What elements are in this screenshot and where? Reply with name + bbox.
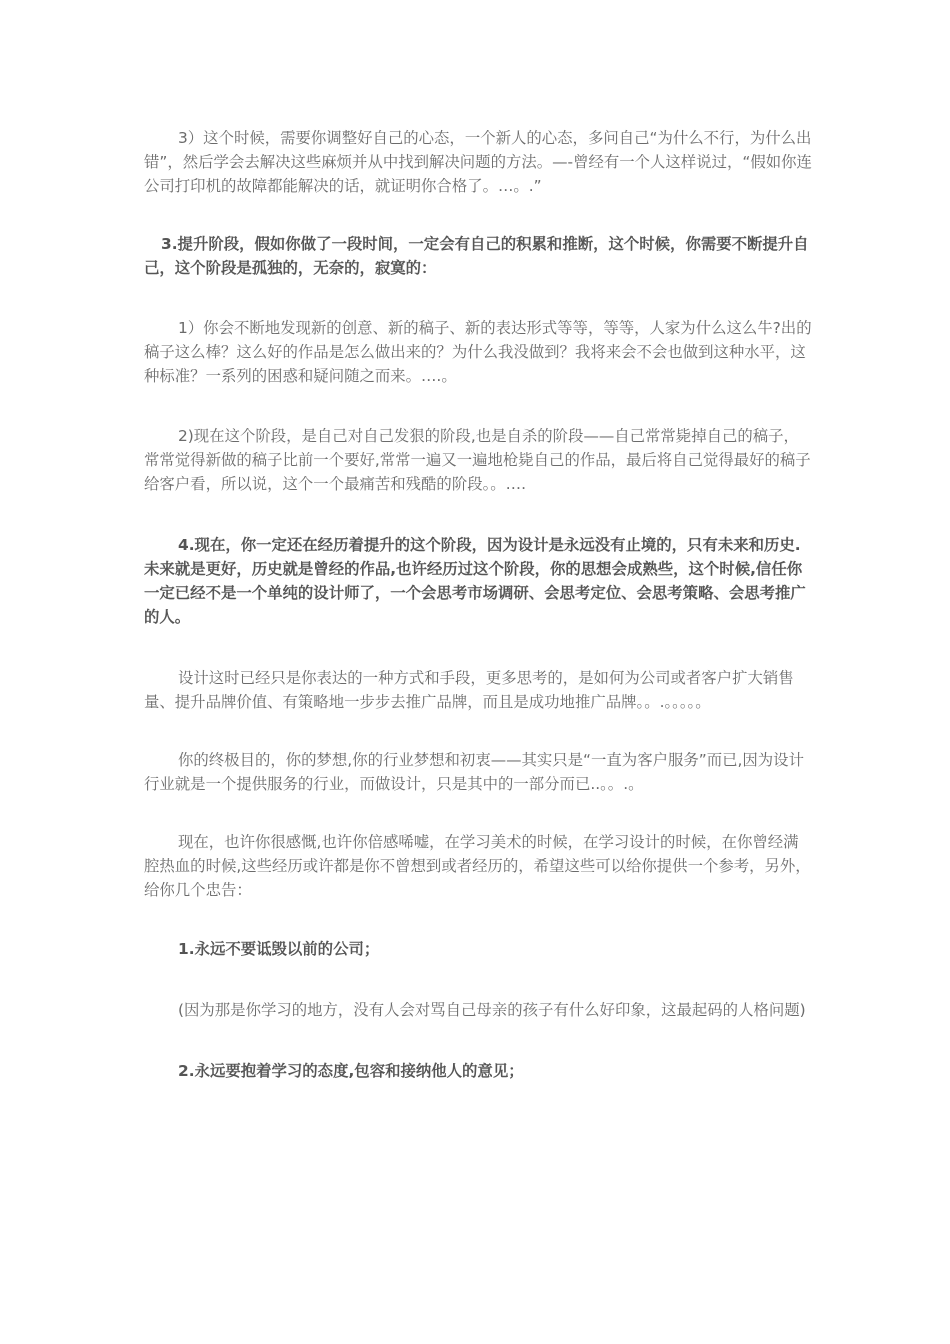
paragraph-stage3-point-1: 1）你会不断地发现新的创意、新的稿子、新的表达形式等等，等等，人家为什么这么牛?出的稿子这么棒？这么好的作品是怎么做出来的？为什么我没做到？我将来会不会也做到这种水平，这种标准？一系列的困惑和疑问随之而来。….。 xyxy=(144,319,812,385)
advice-2-heading: 2.永远要抱着学习的态度,包容和接纳他人的意见； xyxy=(178,1062,524,1080)
paragraph-stage3-point-2: 2)现在这个阶段，是自己对自己发狠的阶段,也是自杀的阶段——自己常常毙掉自己的稿子，常常觉得新做的稿子比前一个要好,常常一遍又一遍地枪毙自己的作品，最后将自己觉得最好的稿子给客户看，所以说，这个一个最痛苦和残酷的阶段。。…. xyxy=(144,427,811,493)
advice-1-heading: 1.永远不要诋毁以前的公司； xyxy=(178,940,380,958)
paragraph-design-purpose: 设计这时已经只是你表达的一种方式和手段，更多思考的，是如何为公司或者客户扩大销售量、提升品牌价值、有策略地一步步去推广品牌，而且是成功地推广品牌。。.。。。。。 xyxy=(144,669,794,711)
document-body xyxy=(144,126,812,1083)
paragraph-tip-3: 3）这个时候，需要你调整好自己的心态，一个新人的心态，多问自己“为什么不行，为什么出错”，然后学会去解决这些麻烦并从中找到解决问题的方法。—-曾经有一个人这样说过，“假如你连公司打印机的故障都能解决的话，就证明你合格了。…。.” xyxy=(144,129,812,195)
advice-1-note: (因为那是你学习的地方，没有人会对骂自己母亲的孩子有什么好印象，这最起码的人格问题) xyxy=(178,1001,806,1019)
section-heading-4: 4.现在，你一定还在经历着提升的这个阶段，因为设计是永远没有止境的，只有未来和历史.未来就是更好，历史就是曾经的作品,也许经历过这个阶段，你的思想会成熟些，这个时候,信任你一定已经不是一个单纯的设计师了，一个会思考市场调研、会思考定位、会思考策略、会思考推广的人。 xyxy=(144,536,806,626)
paragraph-reflection: 现在，也许你很感慨,也许你倍感唏嘘，在学习美术的时候，在学习设计的时候，在你曾经满腔热血的时候,这些经历或许都是你不曾想到或者经历的，希望这些可以给你提供一个参考，另外，给你几个忠告： xyxy=(144,833,811,899)
section-heading-3: 3.提升阶段，假如你做了一段时间，一定会有自己的积累和推断，这个时候，你需要不断提升自己，这个阶段是孤独的，无奈的，寂寞的： xyxy=(144,235,809,277)
paragraph-ultimate-goal: 你的终极目的，你的梦想,你的行业梦想和初衷——其实只是“一直为客户服务”而已,因为设计行业就是一个提供服务的行业，而做设计，只是其中的一部分而已..。。.。 xyxy=(144,751,804,793)
